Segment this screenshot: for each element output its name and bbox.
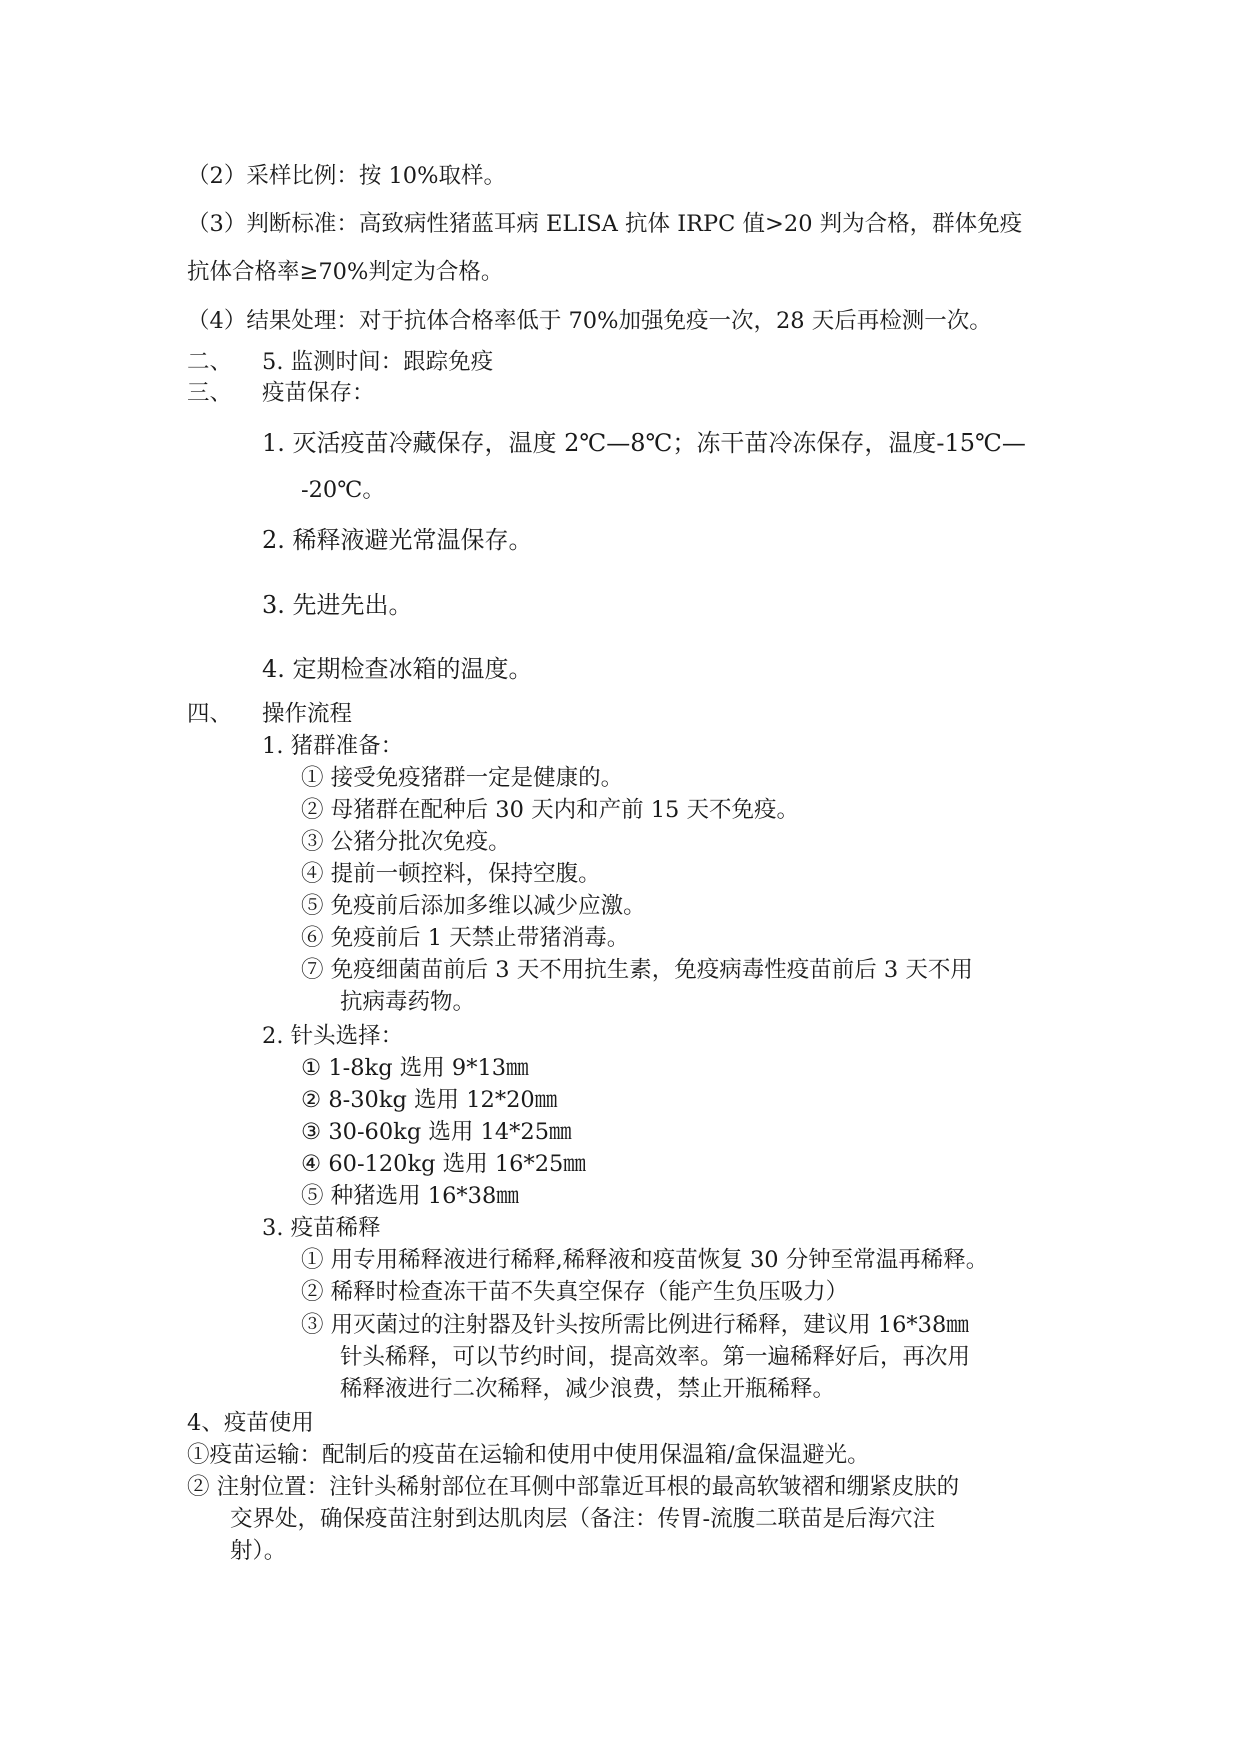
- text-line: 5. 监测时间：跟踪免疫: [262, 349, 494, 375]
- list-item: 2. 稀释液避光常温保存。: [262, 526, 533, 554]
- list-item: ③ 公猪分批次免疫。: [301, 829, 511, 855]
- list-item: ② 8-30kg 选用 12*20㎜: [301, 1087, 558, 1113]
- list-item: ② 稀释时检查冻干苗不失真空保存（能产生负压吸力）: [301, 1279, 849, 1305]
- list-item: 2. 针头选择：: [262, 1023, 404, 1049]
- section-number: 二、: [187, 349, 233, 375]
- list-item: ③ 30-60kg 选用 14*25㎜: [301, 1119, 572, 1145]
- list-item: ⑤ 免疫前后添加多维以减少应激。: [301, 893, 646, 919]
- list-item: ⑦ 免疫细菌苗前后 3 天不用抗生素，免疫病毒性疫苗前后 3 天不用: [301, 957, 973, 983]
- text-line: ①疫苗运输：配制后的疫苗在运输和使用中使用保温箱/盒保温避光。: [187, 1442, 870, 1468]
- section-title: 操作流程: [262, 701, 353, 727]
- list-item: 3. 先进先出。: [262, 591, 413, 619]
- section-title: 4、疫苗使用: [187, 1410, 314, 1436]
- list-item: ② 母猪群在配种后 30 天内和产前 15 天不免疫。: [301, 797, 800, 823]
- list-item: 1. 灭活疫苗冷藏保存，温度 2℃—8℃；冻干苗冷冻保存，温度-15℃—: [262, 429, 1026, 457]
- list-item: ① 1-8kg 选用 9*13㎜: [301, 1055, 529, 1081]
- text-line: ② 注射位置：注针头稀射部位在耳侧中部靠近耳根的最高软皱褶和绷紧皮肤的: [187, 1474, 960, 1500]
- list-item: 4. 定期检查冰箱的温度。: [262, 655, 533, 683]
- list-item: ③ 用灭菌过的注射器及针头按所需比例进行稀释，建议用 16*38㎜: [301, 1312, 969, 1338]
- list-item: 抗病毒药物。: [340, 989, 476, 1015]
- list-item: ④ 提前一顿控料，保持空腹。: [301, 861, 601, 887]
- list-item: 针头稀释，可以节约时间，提高效率。第一遍稀释好后，再次用: [340, 1344, 971, 1370]
- list-item: ⑥ 免疫前后 1 天禁止带猪消毒。: [301, 925, 630, 951]
- text-line: 抗体合格率≥70%判定为合格。: [187, 259, 504, 285]
- list-item: 稀释液进行二次稀释，减少浪费，禁止开瓶稀释。: [340, 1376, 836, 1402]
- text-line: （4）结果处理：对于抗体合格率低于 70%加强免疫一次，28 天后再检测一次。: [187, 308, 992, 334]
- section-number: 三、: [187, 380, 233, 406]
- text-line: （3）判断标准：高致病性猪蓝耳病 ELISA 抗体 IRPC 值>20 判为合格，群体免疫: [187, 211, 1023, 237]
- text-line: （2）采样比例：按 10%取样。: [187, 163, 506, 189]
- section-title: 疫苗保存：: [262, 380, 375, 406]
- list-item: -20℃。: [301, 477, 385, 503]
- list-item: ⑤ 种猪选用 16*38㎜: [301, 1183, 519, 1209]
- list-item: 1. 猪群准备：: [262, 733, 404, 759]
- list-item: 3. 疫苗稀释: [262, 1215, 381, 1241]
- list-item: ① 接受免疫猪群一定是健康的。: [301, 765, 624, 791]
- list-item: ① 用专用稀释液进行稀释,稀释液和疫苗恢复 30 分钟至常温再稀释。: [301, 1247, 989, 1273]
- list-item: ④ 60-120kg 选用 16*25㎜: [301, 1151, 586, 1177]
- text-line: 射）。: [230, 1538, 287, 1564]
- section-number: 四、: [187, 701, 233, 727]
- text-line: 交界处，确保疫苗注射到达肌肉层（备注：传胃-流腹二联苗是后海穴注: [230, 1506, 936, 1532]
